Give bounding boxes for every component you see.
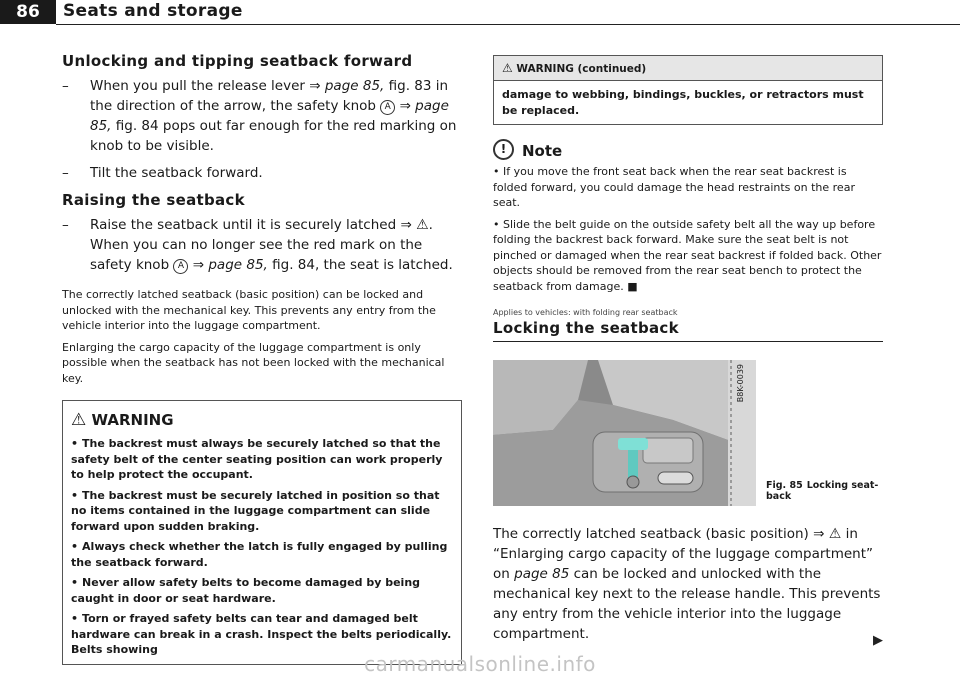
xref-arrow-icon: ⇒ — [399, 98, 411, 114]
header-rule — [56, 24, 960, 25]
callout-a-icon: A — [380, 100, 395, 115]
right-column — [493, 52, 883, 652]
warning-item: • The backrest must always be securely latched so that the safety belt of the center seating position can work properly to help protect the occupant. — [71, 437, 443, 481]
watermark: carmanualsonline.info — [364, 652, 596, 676]
applies-to: Applies to vehicles: with folding rear seatback — [493, 308, 678, 317]
warning-triangle-icon: ⚠ — [828, 526, 842, 542]
xref-arrow-icon: ⇒ — [309, 78, 321, 94]
page-ref-link[interactable]: page 85 — [514, 566, 570, 582]
warning-continued-heading: ⚠ WARNING (continued) — [494, 56, 882, 81]
locking-heading: Locking the seatback — [493, 319, 883, 342]
warning-triangle-icon: ⚠ — [71, 410, 87, 430]
page-ref-link[interactable]: page 85, — [324, 78, 385, 94]
figure-code: B8K-0039 — [736, 364, 745, 403]
left-column — [62, 52, 462, 665]
xref-arrow-icon: ⇒ — [192, 257, 205, 273]
warning-item: • Torn or frayed safety belts can tear and damaged belt hardware can break in a crash. Inspect the belts periodically. Belts showing — [71, 612, 452, 656]
page-ref-link[interactable]: page 85, — [90, 98, 449, 134]
unlocking-heading: Unlocking and tipping seatback forward — [62, 52, 413, 70]
seatback-lock-illustration — [493, 360, 756, 506]
end-mark: ■ — [627, 279, 638, 293]
note-item: • Slide the belt guide on the outside safety belt all the way up before folding the backrest back forward. Make sure the seat belt is not pinched or damaged when the rear seat backrest if folded back. Other objects should be removed from the rear seat bench to protect the seatback from damage. ■ — [493, 217, 882, 293]
figure-caption: Fig. 85 Locking seat-back — [766, 480, 879, 502]
unlock-step-1: – When you pull the release lever ⇒ page 85, fig. 83 in the direction of the arrow, the safety knob A ⇒ page 85, fig. 84 pops out far enough for the red marking on knob to be visible. — [62, 78, 457, 154]
paragraph-enlarging: Enlarging the cargo capacity of the luggage compartment is only possible when the seatback has not been locked with the mechanical key. — [62, 340, 445, 385]
figure-85 — [493, 360, 883, 510]
raise-step: – Raise the seatback until it is securely latched ⇒ ⚠. When you can no longer see the red mark on the safety knob A ⇒ page 85, fig. 84, the seat is latched. — [62, 217, 453, 273]
warning-item: • Never allow safety belts to become damaged by being caught in door or seat hardware. — [71, 576, 421, 605]
page-header — [0, 0, 960, 26]
warning-triangle-icon: ⚠ — [416, 217, 429, 233]
xref-arrow-icon: ⇒ — [813, 526, 825, 542]
note-item: • If you move the front seat back when the rear seat backrest is folded forward, you could damage the head restraints on the rear seat. — [493, 165, 855, 209]
warning-item: • Always check whether the latch is fully engaged by pulling the seatback forward. — [71, 540, 448, 569]
page-ref-link[interactable]: page 85, — [208, 257, 268, 273]
paragraph-locked: The correctly latched seatback (basic position) can be locked and unlocked with the mechanical key. This prevents any entry from the vehicle interior into the luggage compartment. — [62, 288, 436, 332]
warning-continued-box — [493, 55, 883, 125]
continue-arrow-icon: ▶ — [873, 633, 883, 648]
xref-arrow-icon: ⇒ — [400, 217, 412, 233]
warning-continued-text: damage to webbing, bindings, buckles, or retractors must be replaced. — [502, 88, 864, 117]
callout-a-icon: A — [173, 259, 188, 274]
locking-body-text: The correctly latched seatback (basic position) ⇒ ⚠ in “Enlarging cargo capacity of the luggage compartment” on page 85 can be locked and unlocked with the mechanical key next to the release handle. This prevents any entry from the vehicle interior into the luggage compartment. — [493, 526, 881, 642]
unlock-step-2: – Tilt the seatback forward. — [62, 165, 263, 181]
warning-heading: ⚠ WARNING — [71, 410, 174, 430]
warning-item: • The backrest must be securely latched in position so that no items contained in the luggage compartment can slide forward upon sudden braking. — [71, 488, 440, 533]
note-exclamation-icon: ! — [493, 139, 514, 160]
raising-heading: Raising the seatback — [62, 191, 245, 209]
warning-triangle-icon: ⚠ — [502, 61, 513, 75]
note-heading: ! Note — [493, 141, 883, 160]
section-title: Seats and storage — [63, 1, 243, 21]
page-number: 86 — [0, 0, 56, 24]
warning-box — [62, 400, 462, 665]
